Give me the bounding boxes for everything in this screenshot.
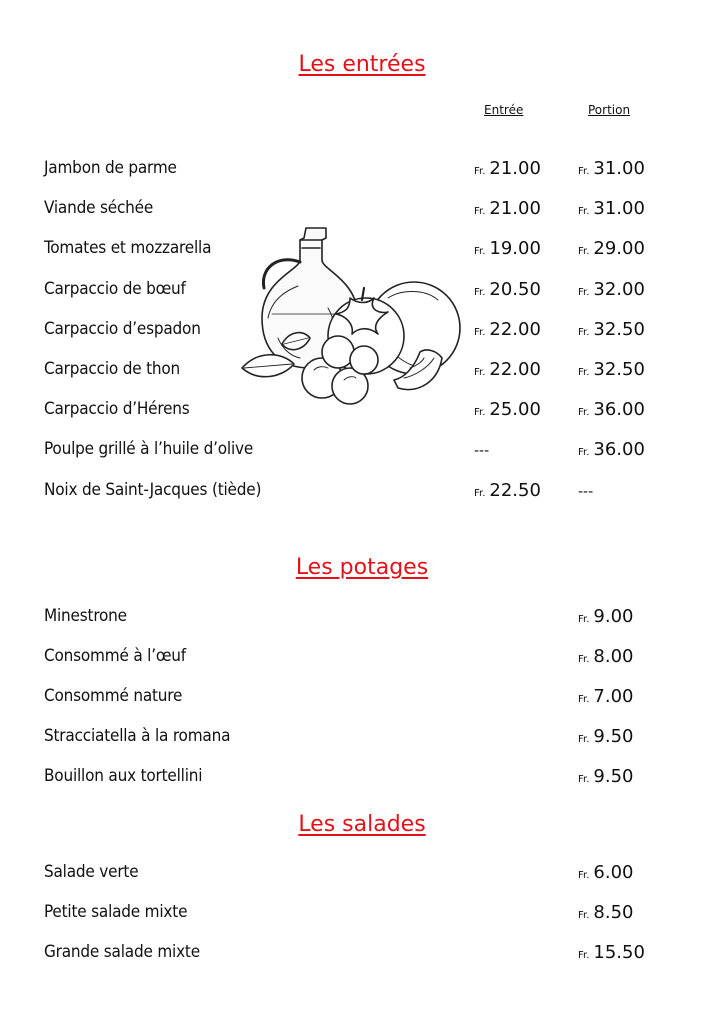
menu-item xyxy=(0,439,724,467)
currency-label: Fr. xyxy=(578,447,590,459)
currency-label: Fr. xyxy=(578,910,590,921)
price xyxy=(578,862,633,883)
price xyxy=(578,158,645,179)
menu-item-name: Stracciatella à la romana xyxy=(44,726,231,746)
price-value: 8.50 xyxy=(593,902,634,923)
price-value: 36.00 xyxy=(593,399,645,421)
price xyxy=(578,726,633,747)
menu-item xyxy=(0,319,724,347)
currency-label: Fr. xyxy=(578,367,590,378)
menu-item xyxy=(0,862,724,890)
price-value: 21.00 xyxy=(489,158,541,179)
menu-item-name: Carpaccio de bœuf xyxy=(44,278,186,299)
currency-label: Fr. xyxy=(578,326,590,338)
menu-item xyxy=(0,198,724,226)
price xyxy=(578,902,633,923)
currency-label: Fr. xyxy=(578,206,590,218)
menu-item-name: Carpaccio d’Hérens xyxy=(44,399,190,420)
menu-item-name: Tomates et mozzarella xyxy=(44,238,212,259)
price-value: 15.50 xyxy=(593,942,645,963)
currency-label: Fr. xyxy=(578,654,590,665)
menu-item xyxy=(0,480,724,508)
menu-item xyxy=(0,726,724,754)
menu-item xyxy=(0,942,724,970)
menu-item xyxy=(0,158,724,186)
currency-label: Fr. xyxy=(578,166,590,177)
price-value: 31.00 xyxy=(593,198,645,220)
price xyxy=(474,319,541,340)
menu-item-name: Bouillon aux tortellini xyxy=(44,766,203,786)
price xyxy=(474,158,541,179)
menu-item-name: Viande séchée xyxy=(44,198,154,219)
column-header-entree: Entrée xyxy=(484,103,524,117)
menu-item xyxy=(0,686,724,714)
column-header-portion: Portion xyxy=(588,103,631,117)
price-value: 32.50 xyxy=(593,359,645,380)
price xyxy=(578,766,633,787)
price xyxy=(474,198,541,219)
menu-item xyxy=(0,646,724,674)
price-value: 8.00 xyxy=(593,646,634,667)
menu-item-name: Consommé à l’œuf xyxy=(44,646,186,666)
price xyxy=(578,646,633,667)
price xyxy=(578,942,645,963)
menu-item xyxy=(0,279,724,307)
menu-item xyxy=(0,399,724,427)
section-title-potages: Les potages xyxy=(295,555,429,580)
price xyxy=(578,238,645,259)
menu-item xyxy=(0,238,724,266)
price-value: 22.00 xyxy=(489,359,541,380)
menu-item-name: Consommé nature xyxy=(44,686,183,706)
currency-label: Fr. xyxy=(578,286,590,298)
currency-label: Fr. xyxy=(578,870,590,881)
price xyxy=(578,606,633,627)
price-unavailable: --- xyxy=(474,443,490,460)
price-value: 31.00 xyxy=(593,158,645,179)
section-title-salades: Les salades xyxy=(298,812,426,837)
price-value: 21.00 xyxy=(489,198,541,220)
currency-label: Fr. xyxy=(474,367,486,378)
menu-item-name: Minestrone xyxy=(44,606,127,626)
currency-label: Fr. xyxy=(578,774,590,785)
price-value: 36.00 xyxy=(593,439,645,461)
menu-item-name: Grande salade mixte xyxy=(44,942,200,962)
currency-label: Fr. xyxy=(474,166,486,177)
price-value: 19.00 xyxy=(489,238,541,260)
price xyxy=(474,399,541,420)
price xyxy=(578,359,645,380)
menu-item-name: Carpaccio de thon xyxy=(44,359,181,379)
price xyxy=(578,399,645,420)
currency-label: Fr. xyxy=(578,246,590,258)
price-value: 32.50 xyxy=(593,318,645,340)
price xyxy=(578,319,645,340)
price-value: 7.00 xyxy=(593,686,634,707)
currency-label: Fr. xyxy=(474,487,486,499)
price-value: 9.00 xyxy=(593,606,634,627)
price xyxy=(578,686,633,707)
menu-item-name: Noix de Saint-Jacques (tiède) xyxy=(44,479,262,500)
menu-item-name: Petite salade mixte xyxy=(44,902,188,922)
price-value: 25.00 xyxy=(489,399,541,421)
currency-label: Fr. xyxy=(578,694,590,705)
currency-label: Fr. xyxy=(474,246,486,258)
menu-item-name: Poulpe grillé à l’huile d’olive xyxy=(44,439,254,460)
price xyxy=(578,480,593,501)
price-value: 22.50 xyxy=(489,479,541,501)
currency-label: Fr. xyxy=(474,206,486,218)
menu-item xyxy=(0,606,724,634)
menu-item xyxy=(0,359,724,387)
menu-item-name: Jambon de parme xyxy=(44,158,177,178)
price-value: 9.50 xyxy=(593,766,634,787)
price-value: 22.00 xyxy=(489,318,541,340)
price xyxy=(474,359,541,380)
price-value: 20.50 xyxy=(489,278,541,300)
price-value: 32.00 xyxy=(593,278,645,300)
currency-label: Fr. xyxy=(578,950,590,961)
price xyxy=(474,439,489,460)
price xyxy=(578,198,645,219)
price-value: 6.00 xyxy=(593,862,634,883)
currency-label: Fr. xyxy=(578,407,590,419)
price-unavailable: --- xyxy=(578,483,594,500)
menu-item-name: Carpaccio d’espadon xyxy=(44,318,201,339)
currency-label: Fr. xyxy=(474,286,486,298)
price xyxy=(474,279,541,300)
section-title-entrees: Les entrées xyxy=(298,52,426,77)
menu-item xyxy=(0,766,724,794)
currency-label: Fr. xyxy=(474,326,486,338)
currency-label: Fr. xyxy=(578,734,590,745)
price-value: 9.50 xyxy=(593,726,634,747)
currency-label: Fr. xyxy=(578,614,590,625)
menu-item xyxy=(0,902,724,930)
price xyxy=(474,238,541,259)
price-value: 29.00 xyxy=(593,238,645,260)
price xyxy=(474,480,541,501)
price xyxy=(578,279,645,300)
price xyxy=(578,439,645,460)
menu-item-name: Salade verte xyxy=(44,862,139,882)
currency-label: Fr. xyxy=(474,407,486,419)
